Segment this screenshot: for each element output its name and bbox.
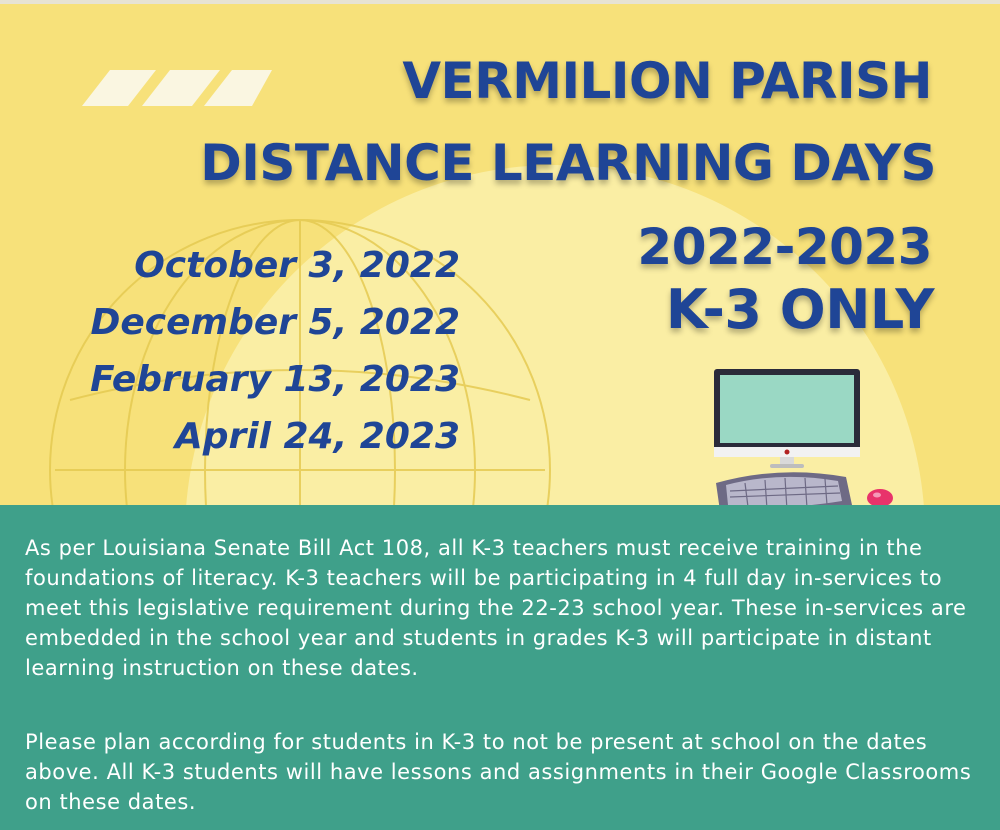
title-line-4: K-3 ONLY [665, 278, 934, 341]
title-line-3: 2022-2023 [637, 218, 932, 276]
date-item: December 5, 2022 [90, 302, 460, 343]
date-item: February 13, 2023 [90, 359, 460, 400]
title-line-2: DISTANCE LEARNING DAYS [200, 134, 936, 192]
desktop-computer-icon [700, 365, 910, 515]
decorative-stripes-icon [82, 70, 272, 106]
info-paragraph-1: As per Louisiana Senate Bill Act 108, all K-3 teachers must receive training in the foundations of literacy. K-3 teachers will be participating in 4 full day in-services to meet this legislative requirement during the 22-23 school year. These in-services are embedded in the school year and students in grades K-3 will participate in distant learning instruction on these dates. [25, 536, 967, 680]
title-line-1: VERMILION PARISH [402, 52, 932, 110]
info-paragraph-2: Please plan according for students in K-3 to not be present at school on the dates above. All K-3 students will have lessons and assignments in their Google Classrooms on these dates. [25, 730, 972, 814]
date-item: October 3, 2022 [134, 245, 460, 286]
date-item: April 24, 2023 [174, 416, 460, 457]
date-list [90, 245, 460, 476]
info-panel [0, 505, 1000, 830]
